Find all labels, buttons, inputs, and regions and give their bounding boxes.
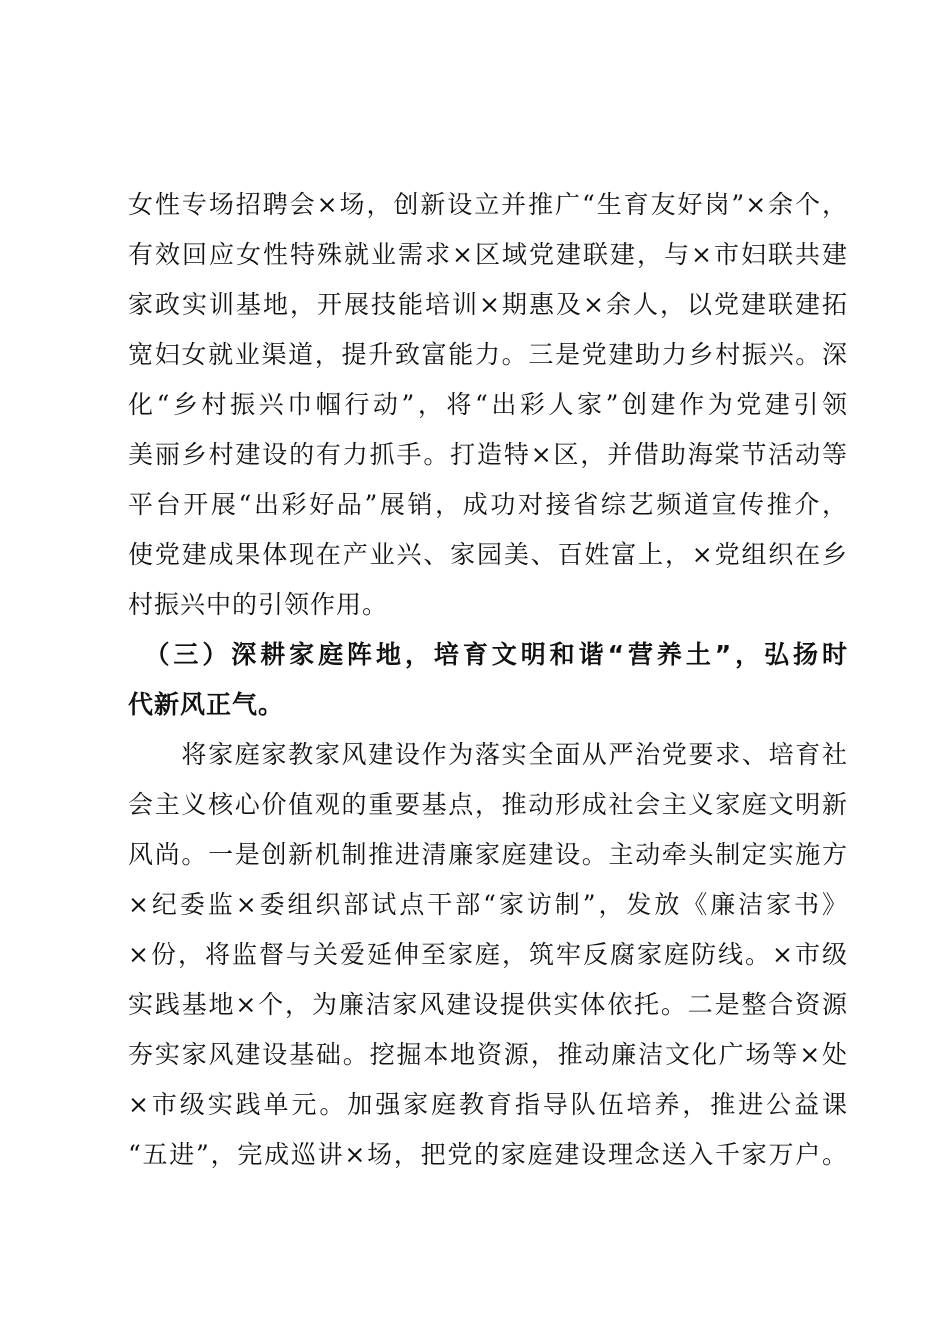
paragraph-line: 将家庭家教家风建设作为落实全面从严治党要求、培育社 (128, 740, 848, 769)
paragraph-line: 家政实训基地，开展技能培训×期惠及×余人，以党建联建拓 (128, 290, 848, 319)
paragraph-line: 平台开展“出彩好品”展销，成功对接省综艺频道宣传推介， (128, 490, 848, 519)
paragraph-line: 村振兴中的引领作用。 (128, 590, 389, 619)
paragraph-line: 宽妇女就业渠道，提升致富能力。三是党建助力乡村振兴。深 (128, 340, 848, 369)
paragraph-line: 会主义核心价值观的重要基点，推动形成社会主义家庭文明新 (128, 790, 848, 819)
paragraph-line: 实践基地×个，为廉洁家风建设提供实体依托。二是整合资源 (128, 990, 848, 1019)
paragraph-line: 化“乡村振兴巾帼行动”，将“出彩人家”创建作为党建引领 (128, 390, 848, 419)
paragraph-line: ×份，将监督与关爱延伸至家庭，筑牢反腐家庭防线。×市级 (128, 940, 848, 969)
paragraph-line: “五进”，完成巡讲×场，把党的家庭建设理念送入千家万户。 (128, 1140, 848, 1169)
heading-line: 代新风正气。 (128, 690, 285, 719)
body-paragraph-1 (128, 180, 848, 630)
paragraph-line: 美丽乡村建设的有力抓手。打造特×区，并借助海棠节活动等 (128, 440, 848, 469)
paragraph-line: 有效回应女性特殊就业需求×区域党建联建，与×市妇联共建 (128, 240, 848, 269)
paragraph-line: 风尚。一是创新机制推进清廉家庭建设。主动牵头制定实施方 (128, 840, 848, 869)
paragraph-line: ×纪委监×委组织部试点干部“家访制”，发放《廉洁家书》 (128, 890, 848, 919)
paragraph-line: ×市级实践单元。加强家庭教育指导队伍培养，推进公益课 (128, 1090, 848, 1119)
paragraph-line: 使党建成果体现在产业兴、家园美、百姓富上，×党组织在乡 (128, 540, 848, 569)
heading-line: （三）深耕家庭阵地，培育文明和谐“营养土”，弘扬时 (128, 640, 848, 669)
section-heading-3 (128, 630, 848, 730)
body-paragraph-2 (128, 730, 848, 1180)
paragraph-line: 夯实家风建设基础。挖掘本地资源，推动廉洁文化广场等×处 (128, 1040, 848, 1069)
paragraph-line: 女性专场招聘会×场，创新设立并推广“生育友好岗”×余个， (128, 190, 848, 219)
